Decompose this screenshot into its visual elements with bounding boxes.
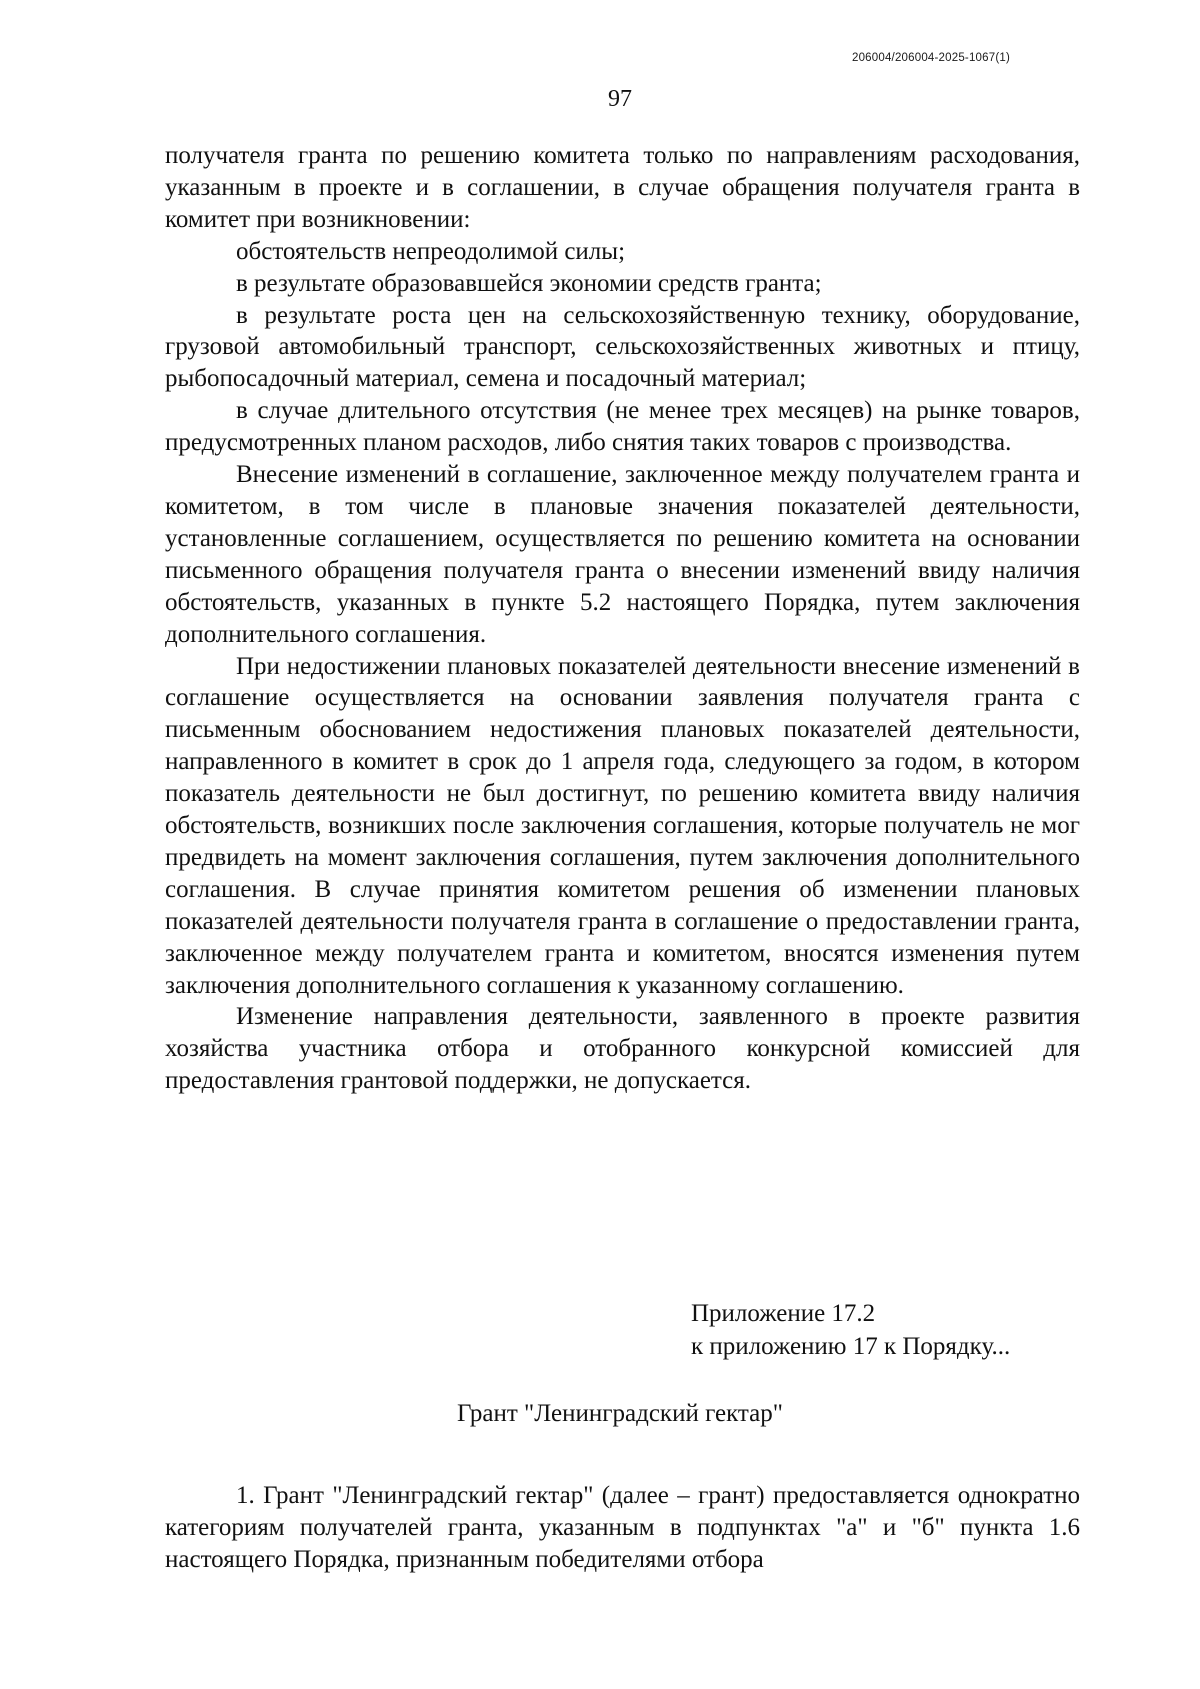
paragraph: получателя гранта по решению комитета только по направлениям расходования, указанным в проекте и в соглашении, в случае обращения получателя гранта в комитет при возникновении: bbox=[165, 142, 1080, 233]
appendix-line: к приложению 17 к Порядку... bbox=[691, 1333, 1011, 1360]
appendix-reference bbox=[691, 1297, 1091, 1363]
document-id: 206004/206004-2025-1067(1) bbox=[851, 52, 1010, 64]
paragraph: обстоятельств непреодолимой силы; bbox=[236, 237, 626, 265]
appendix-line: Приложение 17.2 bbox=[691, 1300, 876, 1327]
paragraph: Внесение изменений в соглашение, заключенное между получателем гранта и комитетом, в том числе в плановые значения показателей деятельности, установленные соглашением, осуществляется по решению комитета на основании письменного обращения получателя гранта о внесении изменений ввиду наличия обстоятельств, указанных в пункте 5.2 настоящего Порядка, путем заключения дополнительного соглашения. bbox=[165, 461, 1080, 648]
paragraph: в результате роста цен на сельскохозяйственную технику, оборудование, грузовой автомобильный транспорт, сельскохозяйственных животных и птицу, рыбопосадочный материал, семена и посадочный материал; bbox=[165, 301, 1080, 393]
paragraph: При недостижении плановых показателей деятельности внесение изменений в соглашение осуществляется на основании заявления получателя гранта с письменным обоснованием недостижения плановых показателей деятельности, направленного в комитет в срок до 1 апреля года, следующего за годом, в котором показатель деятельности не был достигнут, по решению комитета ввиду наличия обстоятельств, возникших после заключения соглашения, которые получатель не мог предвидеть на момент заключения соглашения, путем заключения дополнительного соглашения. В случае принятия комитетом решения об изменении плановых показателей деятельности получателя гранта в соглашение о предоставлении гранта, заключенное между получателем гранта и комитетом, вносятся изменения путем заключения дополнительного соглашения к указанному соглашению. bbox=[165, 652, 1080, 999]
paragraph: в результате образовавшейся экономии средств гранта; bbox=[236, 269, 822, 297]
paragraph: 1. Грант "Ленинградский гектар" (далее – грант) предоставляется однократно категориям получателей гранта, указанным в подпунктах "а" и "б" пункта 1.6 настоящего Порядка, признанным победителями отбора bbox=[165, 1482, 1080, 1573]
main-text bbox=[165, 140, 1080, 1097]
page-number: 97 bbox=[608, 86, 632, 112]
paragraph: Изменение направления деятельности, заявленного в проекте развития хозяйства участника отбора и отобранного конкурсной комиссией для предоставления грантовой поддержки, не допускается. bbox=[165, 1003, 1080, 1095]
section-text bbox=[165, 1480, 1080, 1576]
paragraph: в случае длительного отсутствия (не менее трех месяцев) на рынке товаров, предусмотренных планом расходов, либо снятия таких товаров с производства. bbox=[165, 397, 1080, 457]
section-title: Грант "Ленинградский гектар" bbox=[457, 1400, 783, 1427]
